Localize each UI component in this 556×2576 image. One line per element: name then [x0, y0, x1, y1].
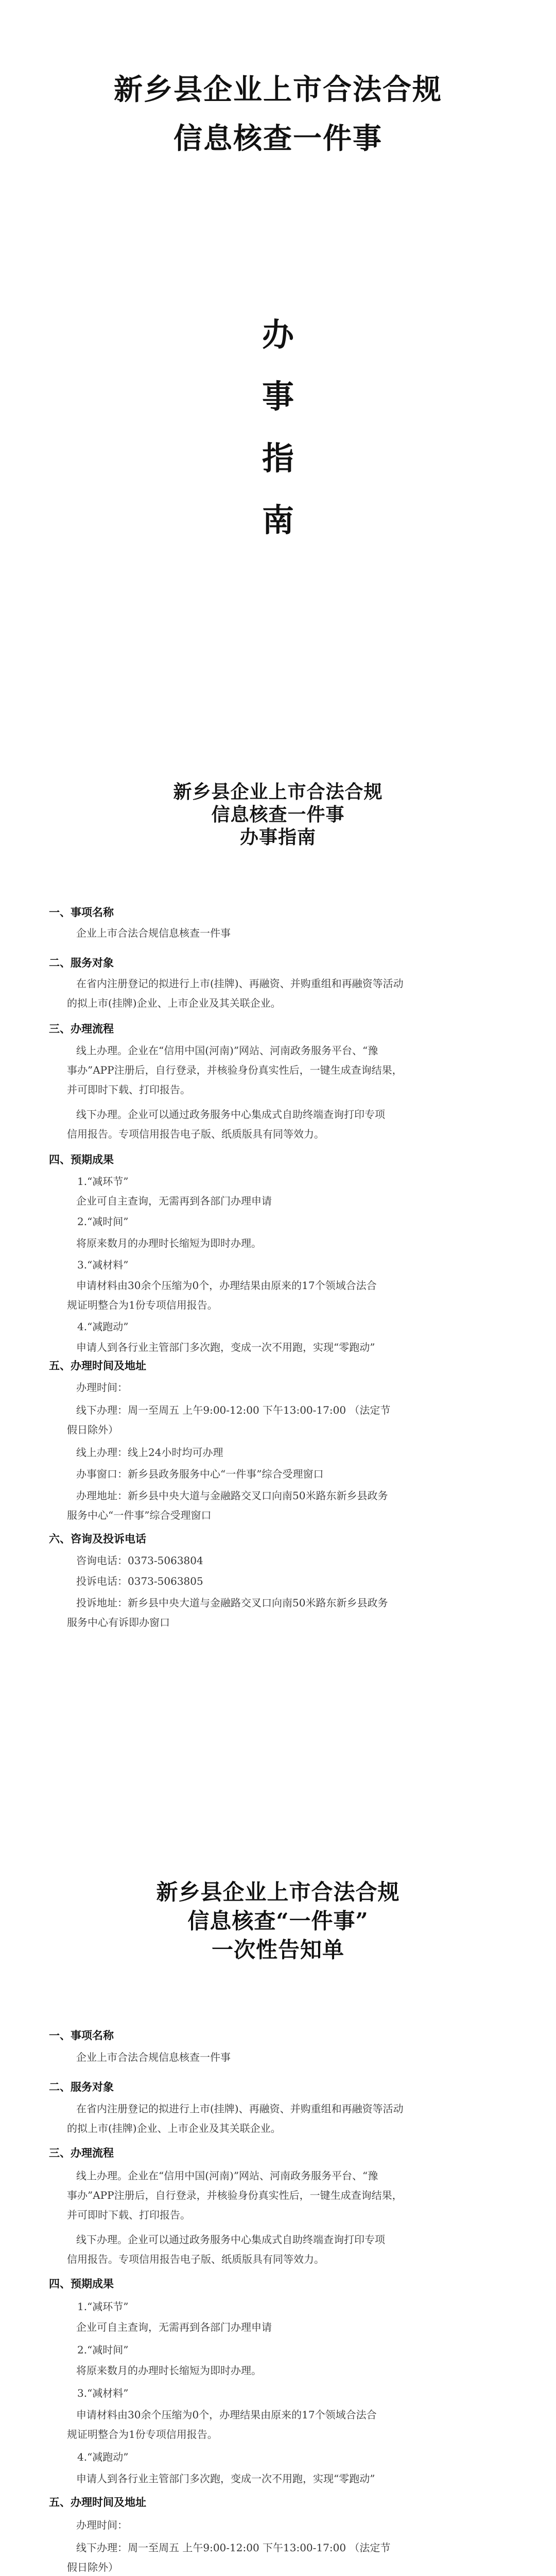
heading-target: 二、服务对象	[49, 2080, 114, 2093]
notice-section	[0, 1878, 556, 2573]
result-1-text: 企业可自主查询，无需再到各部门办理申请	[76, 1195, 272, 1207]
flow-offline-2: 信用报告。专项信用报告电子版、纸质版具有同等效力。	[67, 2253, 324, 2265]
hours-label: 办理时间：	[76, 2519, 128, 2531]
heading-flow: 三、办理流程	[49, 2146, 114, 2159]
service-window: 办事窗口：新乡县政务服务中心“一件事”综合受理窗口	[76, 1468, 324, 1480]
flow-online-3: 并可即时下载、打印报告。	[67, 1083, 190, 1096]
result-2-title: 2.“减时间”	[77, 1215, 129, 1228]
target-text-2: 的拟上市(挂牌)企业、上市企业及其关联企业。	[67, 2122, 281, 2134]
cover-char-4: 南	[262, 501, 294, 539]
complaint-address-2: 服务中心有诉即办窗口	[67, 1616, 170, 1629]
address-2: 服务中心“一件事”综合受理窗口	[67, 1509, 212, 1521]
result-3-title: 3.“减材料”	[77, 2387, 129, 2399]
result-4-title: 4.“减跑动”	[77, 2451, 129, 2463]
target-text-2: 的拟上市(挂牌)企业、上市企业及其关联企业。	[67, 997, 281, 1009]
address-1: 办理地址：新乡县中央大道与金融路交叉口向南50米路东新乡县政务	[76, 1489, 388, 1502]
notice-title-line1: 新乡县企业上市合法合规	[156, 1879, 400, 1905]
heading-results: 四、预期成果	[49, 1153, 114, 1166]
result-1-title: 1.“减环节”	[77, 1175, 129, 1188]
flow-online-1: 线上办理。企业在“信用中国(河南)”网站、河南政务服务平台、“豫	[76, 1044, 378, 1057]
cover-page	[0, 0, 556, 670]
offline-hours-1: 线下办理：周一至周五 上午9:00-12:00 下午13:00-17:00 （法定节	[76, 2541, 391, 2554]
result-4-text: 申请人到各行业主管部门多次跑，变成一次不用跑，实现“零跑动”	[76, 1341, 375, 1353]
complaint-phone: 投诉电话：0373-5063805	[76, 1575, 203, 1587]
offline-hours-2: 假日除外）	[67, 1423, 118, 1436]
result-1-text: 企业可自主查询，无需再到各部门办理申请	[76, 2321, 272, 2333]
heading-flow: 三、办理流程	[49, 1022, 114, 1035]
cover-char-3: 指	[262, 439, 294, 477]
result-1-title: 1.“减环节”	[77, 2300, 129, 2313]
result-3-text-1: 申请材料由30余个压缩为0个，办理结果由原来的17个领域合法合	[76, 1279, 377, 1292]
guide-title-line2: 信息核查一件事	[211, 804, 345, 825]
flow-online-2: 事办”APP注册后，自行登录，并核验身份真实性后，一键生成查询结果，	[67, 2189, 403, 2201]
notice-title-line2: 信息核查“一件事”	[187, 1908, 369, 1934]
guide-section	[0, 781, 556, 1629]
result-2-text: 将原来数月的办理时长缩短为即时办理。	[76, 1237, 262, 1249]
target-text-1: 在省内注册登记的拟进行上市(挂牌)、再融资、并购重组和再融资等活动	[76, 2103, 404, 2115]
heading-item-name: 一、事项名称	[49, 2029, 114, 2042]
result-3-text-1: 申请材料由30余个压缩为0个，办理结果由原来的17个领域合法合	[76, 2409, 377, 2421]
online-hours: 线上办理：线上24小时均可办理	[76, 1446, 223, 1459]
notice-title-line3: 一次性告知单	[211, 1937, 344, 1962]
result-4-title: 4.“减跑动”	[77, 1320, 129, 1333]
result-2-title: 2.“减时间”	[77, 2344, 129, 2356]
item-name-text: 企业上市合法合规信息核查一件事	[76, 2051, 231, 2063]
offline-hours-2: 假日除外）	[67, 2561, 118, 2573]
cover-title-line2: 信息核查一件事	[173, 122, 383, 156]
heading-contact: 六、咨询及投诉电话	[49, 1532, 146, 1545]
flow-offline-1: 线下办理。企业可以通过政务服务中心集成式自助终端查询打印专项	[76, 2233, 385, 2246]
flow-offline-2: 信用报告。专项信用报告电子版、纸质版具有同等效力。	[67, 1128, 324, 1140]
cover-title-line1: 新乡县企业上市合法合规	[114, 73, 442, 107]
target-text-1: 在省内注册登记的拟进行上市(挂牌)、再融资、并购重组和再融资等活动	[76, 977, 404, 990]
heading-results: 四、预期成果	[49, 2277, 114, 2290]
flow-online-1: 线上办理。企业在“信用中国(河南)”网站、河南政务服务平台、“豫	[76, 2170, 378, 2182]
item-name-text: 企业上市合法合规信息核查一件事	[76, 927, 231, 939]
heading-hours: 五、办理时间及地址	[49, 2496, 146, 2509]
heading-item-name: 一、事项名称	[49, 906, 114, 919]
result-4-text: 申请人到各行业主管部门多次跑，变成一次不用跑，实现“零跑动”	[76, 2472, 375, 2485]
hours-label: 办理时间：	[76, 1381, 128, 1394]
heading-target: 二、服务对象	[49, 956, 114, 969]
result-2-text: 将原来数月的办理时长缩短为即时办理。	[76, 2364, 262, 2377]
guide-title-line1: 新乡县企业上市合法合规	[173, 781, 383, 803]
cover-char-1: 办	[262, 316, 294, 353]
result-3-title: 3.“减材料”	[77, 1259, 129, 1271]
flow-online-3: 并可即时下载、打印报告。	[67, 2209, 190, 2221]
flow-online-2: 事办”APP注册后，自行登录，并核验身份真实性后，一键生成查询结果，	[67, 1064, 403, 1076]
guide-title-line3: 办事指南	[239, 826, 316, 848]
cover-char-2: 事	[262, 378, 294, 415]
offline-hours-1: 线下办理：周一至周五 上午9:00-12:00 下午13:00-17:00 （法定节	[76, 1404, 391, 1416]
result-3-text-2: 规证明整合为1份专项信用报告。	[67, 2428, 218, 2441]
complaint-address-1: 投诉地址：新乡县中央大道与金融路交叉口向南50米路东新乡县政务	[76, 1597, 388, 1609]
flow-offline-1: 线下办理。企业可以通过政务服务中心集成式自助终端查询打印专项	[76, 1108, 385, 1121]
heading-hours: 五、办理时间及地址	[49, 1359, 146, 1372]
consult-phone: 咨询电话：0373-5063804	[76, 1554, 203, 1567]
result-3-text-2: 规证明整合为1份专项信用报告。	[67, 1299, 218, 1311]
